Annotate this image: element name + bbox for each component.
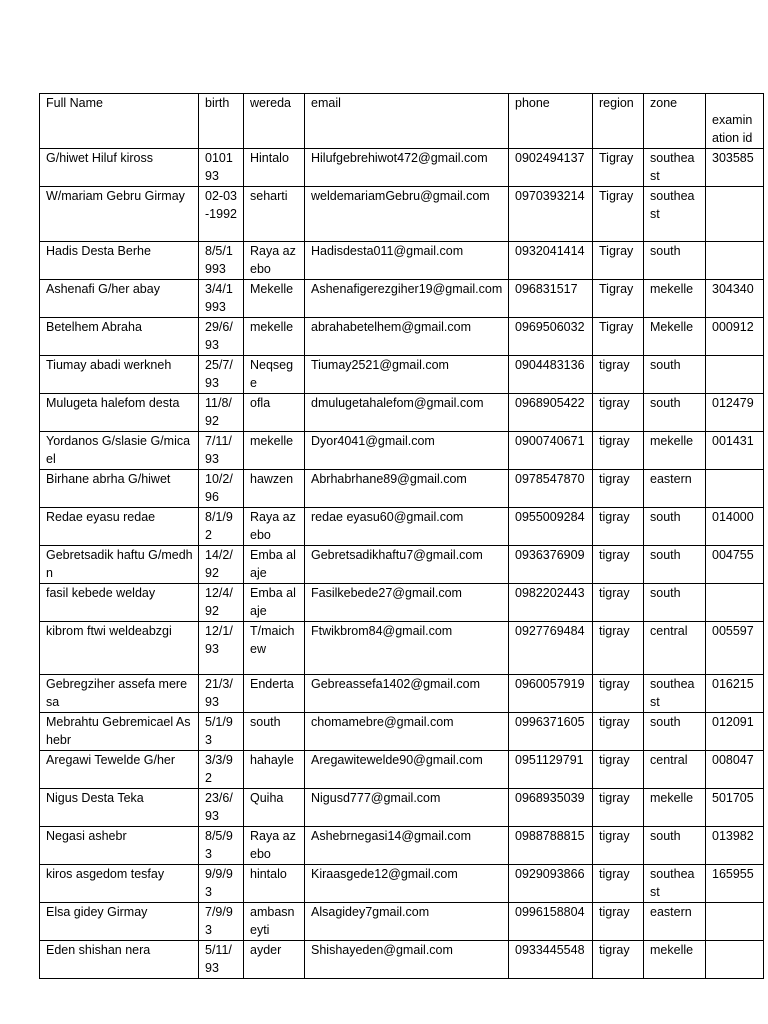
cell-email: Nigusd777@gmail.com: [305, 789, 509, 827]
cell-birth: 21/3/93: [199, 675, 244, 713]
header-full-name: Full Name: [40, 94, 199, 149]
header-region: region: [593, 94, 644, 149]
cell-examination-id: [706, 356, 764, 394]
cell-phone: 0988788815: [509, 827, 593, 865]
table-row: [40, 242, 764, 280]
cell-phone: 0970393214: [509, 187, 593, 242]
cell-birth: 8/1/92: [199, 508, 244, 546]
cell-wereda: ayder: [244, 941, 305, 979]
cell-region: tigray: [593, 751, 644, 789]
cell-region: Tigray: [593, 242, 644, 280]
cell-email: Hilufgebrehiwot472@gmail.com: [305, 149, 509, 187]
cell-examination-id: 012479: [706, 394, 764, 432]
header-examination-id: examination id: [706, 94, 764, 149]
cell-birth: 14/2/92: [199, 546, 244, 584]
cell-full-name: Gebregziher assefa meresa: [40, 675, 199, 713]
table-row: [40, 827, 764, 865]
cell-phone: 0996371605: [509, 713, 593, 751]
cell-zone: south: [644, 827, 706, 865]
cell-full-name: Redae eyasu redae: [40, 508, 199, 546]
cell-zone: south: [644, 713, 706, 751]
cell-wereda: Raya azebo: [244, 827, 305, 865]
cell-birth: 29/6/93: [199, 318, 244, 356]
cell-full-name: Ashenafi G/her abay: [40, 280, 199, 318]
cell-zone: central: [644, 751, 706, 789]
cell-zone: southeast: [644, 187, 706, 242]
cell-region: Tigray: [593, 280, 644, 318]
cell-phone: 0951129791: [509, 751, 593, 789]
header-wereda: wereda: [244, 94, 305, 149]
cell-wereda: T/maichew: [244, 622, 305, 675]
cell-birth: 7/11/93: [199, 432, 244, 470]
cell-examination-id: 304340: [706, 280, 764, 318]
cell-wereda: mekelle: [244, 432, 305, 470]
table-row: [40, 789, 764, 827]
cell-wereda: Mekelle: [244, 280, 305, 318]
cell-email: Fasilkebede27@gmail.com: [305, 584, 509, 622]
cell-zone: eastern: [644, 470, 706, 508]
cell-wereda: Emba alaje: [244, 546, 305, 584]
cell-wereda: hahayle: [244, 751, 305, 789]
cell-phone: 0968905422: [509, 394, 593, 432]
cell-email: redae eyasu60@gmail.com: [305, 508, 509, 546]
cell-birth: 02-03-1992: [199, 187, 244, 242]
table-row: [40, 713, 764, 751]
cell-wereda: Emba alaje: [244, 584, 305, 622]
table-row: [40, 675, 764, 713]
cell-birth: 5/11/93: [199, 941, 244, 979]
cell-examination-id: 012091: [706, 713, 764, 751]
cell-full-name: Birhane abrha G/hiwet: [40, 470, 199, 508]
cell-full-name: Mulugeta halefom desta: [40, 394, 199, 432]
cell-wereda: Hintalo: [244, 149, 305, 187]
table-row: [40, 903, 764, 941]
cell-phone: 0933445548: [509, 941, 593, 979]
cell-wereda: Neqsege: [244, 356, 305, 394]
cell-email: abrahabetelhem@gmail.com: [305, 318, 509, 356]
cell-email: chomamebre@gmail.com: [305, 713, 509, 751]
cell-region: Tigray: [593, 149, 644, 187]
cell-birth: 11/8/92: [199, 394, 244, 432]
cell-phone: 0996158804: [509, 903, 593, 941]
cell-region: tigray: [593, 827, 644, 865]
cell-birth: 8/5/93: [199, 827, 244, 865]
cell-phone: 096831517: [509, 280, 593, 318]
cell-wereda: Quiha: [244, 789, 305, 827]
cell-wereda: Enderta: [244, 675, 305, 713]
cell-phone: 0960057919: [509, 675, 593, 713]
cell-zone: mekelle: [644, 789, 706, 827]
table-row: [40, 865, 764, 903]
cell-wereda: south: [244, 713, 305, 751]
cell-full-name: Yordanos G/slasie G/micael: [40, 432, 199, 470]
cell-phone: 0969506032: [509, 318, 593, 356]
cell-birth: 8/5/1993: [199, 242, 244, 280]
cell-full-name: kiros asgedom tesfay: [40, 865, 199, 903]
cell-examination-id: 013982: [706, 827, 764, 865]
cell-phone: 0955009284: [509, 508, 593, 546]
table-row: [40, 187, 764, 242]
cell-region: tigray: [593, 789, 644, 827]
cell-examination-id: 008047: [706, 751, 764, 789]
table-row: [40, 356, 764, 394]
cell-email: dmulugetahalefom@gmail.com: [305, 394, 509, 432]
cell-email: Alsagidey7gmail.com: [305, 903, 509, 941]
cell-examination-id: [706, 470, 764, 508]
cell-region: Tigray: [593, 187, 644, 242]
table-row: [40, 280, 764, 318]
cell-zone: south: [644, 508, 706, 546]
cell-email: Ftwikbrom84@gmail.com: [305, 622, 509, 675]
table-row: [40, 622, 764, 675]
table-row: [40, 751, 764, 789]
cell-zone: southeast: [644, 149, 706, 187]
cell-zone: south: [644, 394, 706, 432]
cell-region: tigray: [593, 865, 644, 903]
cell-email: Ashenafigerezgiher19@gmail.com: [305, 280, 509, 318]
cell-examination-id: [706, 242, 764, 280]
cell-full-name: Tiumay abadi werkneh: [40, 356, 199, 394]
cell-phone: 0978547870: [509, 470, 593, 508]
table-body: [40, 149, 764, 979]
cell-birth: 10/2/96: [199, 470, 244, 508]
cell-email: Hadisdesta011@gmail.com: [305, 242, 509, 280]
table-row: [40, 941, 764, 979]
cell-birth: 5/1/93: [199, 713, 244, 751]
cell-wereda: ofla: [244, 394, 305, 432]
table-row: [40, 470, 764, 508]
cell-region: tigray: [593, 470, 644, 508]
cell-full-name: Aregawi Tewelde G/her: [40, 751, 199, 789]
cell-email: Aregawitewelde90@gmail.com: [305, 751, 509, 789]
cell-region: tigray: [593, 432, 644, 470]
cell-phone: 0982202443: [509, 584, 593, 622]
cell-region: Tigray: [593, 318, 644, 356]
cell-examination-id: [706, 187, 764, 242]
cell-full-name: Negasi ashebr: [40, 827, 199, 865]
cell-zone: south: [644, 356, 706, 394]
cell-region: tigray: [593, 941, 644, 979]
cell-examination-id: [706, 584, 764, 622]
cell-birth: 12/4/92: [199, 584, 244, 622]
cell-full-name: Elsa gidey Girmay: [40, 903, 199, 941]
cell-full-name: G/hiwet Hiluf kiross: [40, 149, 199, 187]
cell-full-name: fasil kebede welday: [40, 584, 199, 622]
cell-examination-id: 165955: [706, 865, 764, 903]
cell-wereda: hintalo: [244, 865, 305, 903]
cell-zone: central: [644, 622, 706, 675]
cell-phone: 0902494137: [509, 149, 593, 187]
cell-region: tigray: [593, 546, 644, 584]
cell-birth: 3/4/1993: [199, 280, 244, 318]
cell-examination-id: 501705: [706, 789, 764, 827]
cell-birth: 25/7/93: [199, 356, 244, 394]
cell-examination-id: [706, 941, 764, 979]
cell-full-name: Eden shishan nera: [40, 941, 199, 979]
cell-region: tigray: [593, 622, 644, 675]
cell-birth: 9/9/93: [199, 865, 244, 903]
cell-region: tigray: [593, 903, 644, 941]
cell-wereda: Raya azebo: [244, 242, 305, 280]
table-row: [40, 149, 764, 187]
cell-examination-id: 303585: [706, 149, 764, 187]
cell-phone: 0936376909: [509, 546, 593, 584]
cell-email: Ashebrnegasi14@gmail.com: [305, 827, 509, 865]
cell-full-name: Betelhem Abraha: [40, 318, 199, 356]
cell-full-name: Gebretsadik haftu G/medhn: [40, 546, 199, 584]
cell-wereda: Raya azebo: [244, 508, 305, 546]
cell-phone: 0968935039: [509, 789, 593, 827]
cell-examination-id: 016215: [706, 675, 764, 713]
table-row: [40, 546, 764, 584]
cell-region: tigray: [593, 713, 644, 751]
cell-zone: Mekelle: [644, 318, 706, 356]
cell-zone: southeast: [644, 675, 706, 713]
cell-full-name: Nigus Desta Teka: [40, 789, 199, 827]
cell-zone: south: [644, 546, 706, 584]
table-row: [40, 584, 764, 622]
cell-wereda: hawzen: [244, 470, 305, 508]
cell-region: tigray: [593, 675, 644, 713]
cell-zone: mekelle: [644, 280, 706, 318]
header-row: [40, 94, 764, 149]
table-row: [40, 508, 764, 546]
cell-wereda: ambasneyti: [244, 903, 305, 941]
cell-examination-id: 014000: [706, 508, 764, 546]
student-table: [39, 93, 764, 979]
cell-zone: mekelle: [644, 432, 706, 470]
cell-birth: 0101 93: [199, 149, 244, 187]
cell-full-name: Mebrahtu Gebremicael Ashebr: [40, 713, 199, 751]
header-zone: zone: [644, 94, 706, 149]
cell-region: tigray: [593, 394, 644, 432]
cell-examination-id: 001431: [706, 432, 764, 470]
cell-birth: 12/1/93: [199, 622, 244, 675]
cell-zone: south: [644, 242, 706, 280]
cell-email: Tiumay2521@gmail.com: [305, 356, 509, 394]
cell-wereda: mekelle: [244, 318, 305, 356]
cell-examination-id: 004755: [706, 546, 764, 584]
cell-email: weldemariamGebru@gmail.com: [305, 187, 509, 242]
cell-zone: mekelle: [644, 941, 706, 979]
cell-zone: southeast: [644, 865, 706, 903]
table-row: [40, 394, 764, 432]
header-birth: birth: [199, 94, 244, 149]
header-phone: phone: [509, 94, 593, 149]
cell-email: Abrhabrhane89@gmail.com: [305, 470, 509, 508]
cell-examination-id: 005597: [706, 622, 764, 675]
cell-zone: eastern: [644, 903, 706, 941]
cell-wereda: seharti: [244, 187, 305, 242]
cell-region: tigray: [593, 584, 644, 622]
cell-email: Kiraasgede12@gmail.com: [305, 865, 509, 903]
cell-full-name: Hadis Desta Berhe: [40, 242, 199, 280]
cell-phone: 0929093866: [509, 865, 593, 903]
cell-full-name: W/mariam Gebru Girmay: [40, 187, 199, 242]
cell-zone: south: [644, 584, 706, 622]
cell-region: tigray: [593, 508, 644, 546]
cell-email: Gebretsadikhaftu7@gmail.com: [305, 546, 509, 584]
header-email: email: [305, 94, 509, 149]
cell-birth: 7/9/93: [199, 903, 244, 941]
cell-examination-id: [706, 903, 764, 941]
cell-email: Shishayeden@gmail.com: [305, 941, 509, 979]
cell-region: tigray: [593, 356, 644, 394]
cell-birth: 23/6/93: [199, 789, 244, 827]
cell-full-name: kibrom ftwi weldeabzgi: [40, 622, 199, 675]
cell-phone: 0904483136: [509, 356, 593, 394]
cell-phone: 0927769484: [509, 622, 593, 675]
table-row: [40, 318, 764, 356]
cell-email: Dyor4041@gmail.com: [305, 432, 509, 470]
table-row: [40, 432, 764, 470]
cell-phone: 0900740671: [509, 432, 593, 470]
cell-email: Gebreassefa1402@gmail.com: [305, 675, 509, 713]
cell-birth: 3/3/92: [199, 751, 244, 789]
cell-phone: 0932041414: [509, 242, 593, 280]
cell-examination-id: 000912: [706, 318, 764, 356]
